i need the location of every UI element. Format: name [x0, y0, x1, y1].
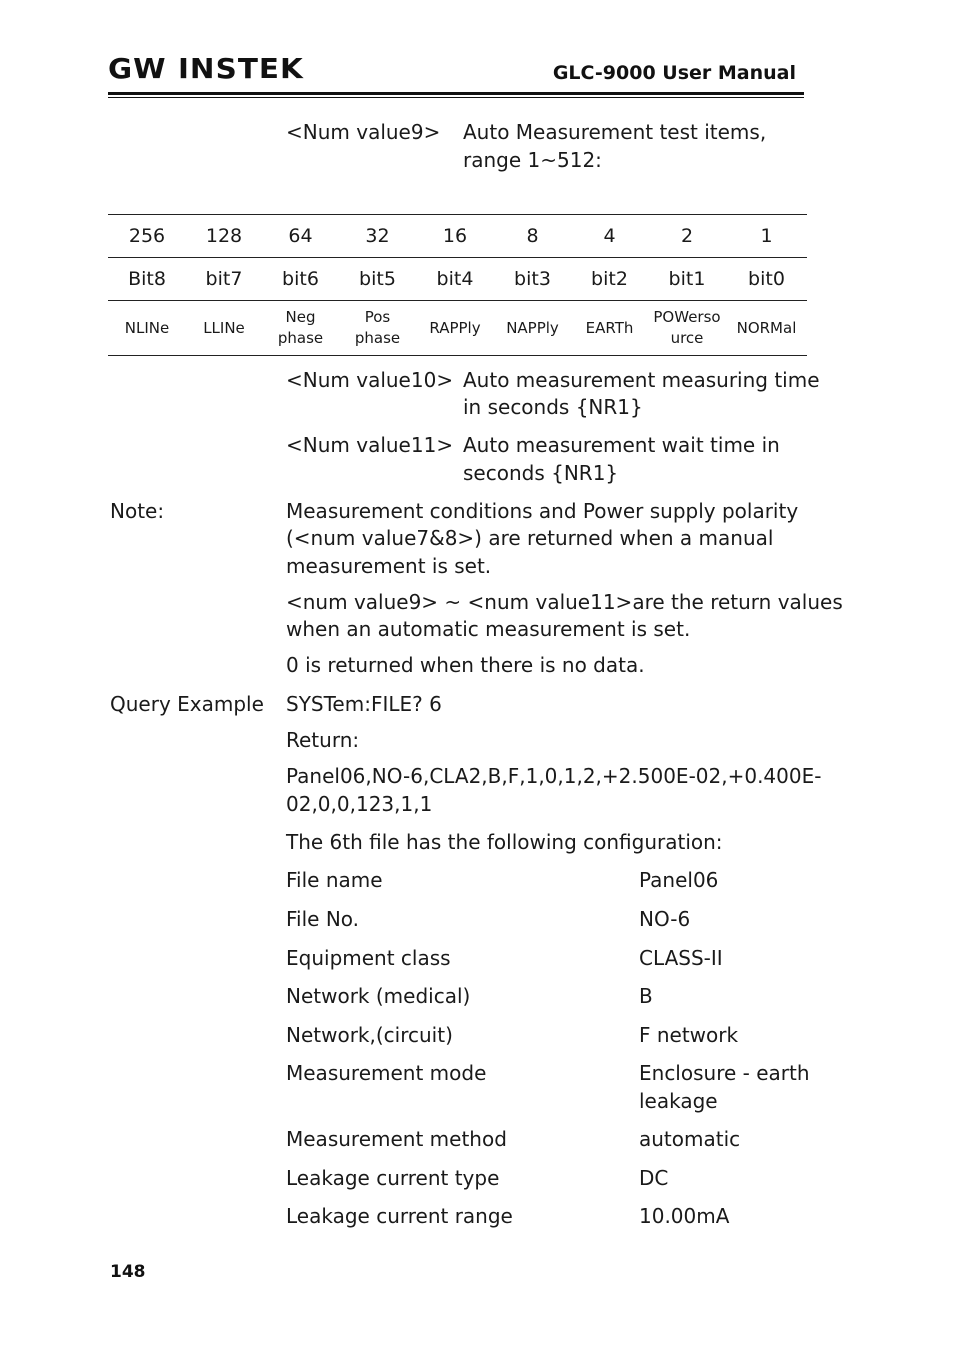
table-cell: bit5: [339, 258, 416, 301]
table-cell: bit6: [262, 258, 339, 301]
config-label: Network,(circuit): [286, 1023, 453, 1047]
table-cell: 128: [186, 215, 262, 258]
param-desc-line: in seconds {NR1}: [463, 395, 643, 419]
page-number: 148: [110, 1262, 146, 1282]
table-cell: 256: [108, 215, 186, 258]
note-line: 0 is returned when there is no data.: [286, 653, 645, 677]
table-row-values: [108, 215, 807, 258]
table-cell: [494, 301, 571, 356]
config-value: CLASS-II: [639, 946, 723, 970]
config-value: automatic: [639, 1127, 741, 1151]
table-cell: bit3: [494, 258, 571, 301]
query-label: Query Example: [110, 692, 264, 716]
table-row-bits: [108, 258, 807, 301]
config-label: Leakage current range: [286, 1204, 513, 1228]
cell-line: phase: [277, 329, 324, 347]
bit-weight-table: [108, 214, 807, 356]
config-label: Measurement mode: [286, 1061, 487, 1085]
table-cell: [262, 301, 339, 356]
table-cell: 32: [339, 215, 416, 258]
table-cell: bit1: [648, 258, 726, 301]
config-value: 10.00mA: [639, 1204, 730, 1228]
table-cell: 8: [494, 215, 571, 258]
table-cell: [339, 301, 416, 356]
header-rule-thick: [108, 92, 804, 95]
cell-line: LLINe: [203, 318, 245, 337]
table-cell: bit4: [416, 258, 494, 301]
note-label: Note:: [110, 499, 165, 523]
table-cell: [648, 301, 726, 356]
table-cell: 64: [262, 215, 339, 258]
return-value-line: Panel06,NO-6,CLA2,B,F,1,0,1,2,+2.500E-02,+0.400E-: [286, 764, 822, 788]
param-name: <Num value10>: [286, 368, 454, 392]
table-cell: bit7: [186, 258, 262, 301]
config-intro: The 6th file has the following configuration:: [286, 830, 723, 854]
config-label: Network (medical): [286, 984, 471, 1008]
param-desc-line: Auto Measurement test items,: [463, 120, 767, 144]
note-line: <num value9> ~ <num value11>are the return values: [286, 590, 843, 614]
note-line: when an automatic measurement is set.: [286, 617, 691, 641]
param-name: <Num value9>: [286, 120, 441, 144]
cell-line: RAPPly: [429, 318, 481, 337]
param-desc-line: Auto measurement measuring time: [463, 368, 820, 392]
table-cell: [416, 301, 494, 356]
cell-line: NLINe: [124, 318, 170, 337]
cell-line: urce: [670, 329, 704, 347]
cell-line: POWerso: [653, 308, 721, 326]
table-cell: 2: [648, 215, 726, 258]
param-name: <Num value11>: [286, 433, 454, 457]
note-line: Measurement conditions and Power supply polarity: [286, 499, 799, 523]
return-value-line: 02,0,0,123,1,1: [286, 792, 433, 816]
table-cell: [108, 301, 186, 356]
header-rule-thin: [108, 97, 804, 98]
config-label: File No.: [286, 907, 360, 931]
table-cell: bit2: [571, 258, 648, 301]
config-label: Equipment class: [286, 946, 451, 970]
table-cell: 16: [416, 215, 494, 258]
config-value: Enclosure - earth: [639, 1061, 810, 1085]
table-cell: [571, 301, 648, 356]
config-value: leakage: [639, 1089, 718, 1113]
cell-line: Neg: [285, 308, 316, 326]
config-value: B: [639, 984, 653, 1008]
table-cell: bit0: [726, 258, 807, 301]
manual-title: GLC-9000 User Manual: [552, 62, 796, 84]
param-desc-line: Auto measurement wait time in: [463, 433, 780, 457]
config-value: F network: [639, 1023, 739, 1047]
table-cell: 4: [571, 215, 648, 258]
param-desc-line: range 1~512:: [463, 148, 602, 172]
return-label: Return:: [286, 728, 360, 752]
brand-logo: GW INSTEK: [108, 52, 304, 85]
config-value: Panel06: [639, 868, 719, 892]
config-value: DC: [639, 1166, 669, 1190]
cell-line: Pos: [364, 308, 391, 326]
note-line: (<num value7&8>) are returned when a manual: [286, 526, 774, 550]
table-cell: Bit8: [108, 258, 186, 301]
table-cell: 1: [726, 215, 807, 258]
table-row-names: [108, 301, 807, 356]
query-command: SYSTem:FILE? 6: [286, 692, 442, 716]
param-desc-line: seconds {NR1}: [463, 461, 619, 485]
table-cell: [726, 301, 807, 356]
cell-line: NORMal: [736, 318, 797, 337]
note-line: measurement is set.: [286, 554, 492, 578]
cell-line: NAPPly: [506, 318, 559, 337]
config-label: Measurement method: [286, 1127, 507, 1151]
cell-line: phase: [354, 329, 401, 347]
cell-line: EARTh: [585, 318, 634, 337]
config-label: Leakage current type: [286, 1166, 500, 1190]
config-label: File name: [286, 868, 383, 892]
table-cell: [186, 301, 262, 356]
config-value: NO-6: [639, 907, 691, 931]
